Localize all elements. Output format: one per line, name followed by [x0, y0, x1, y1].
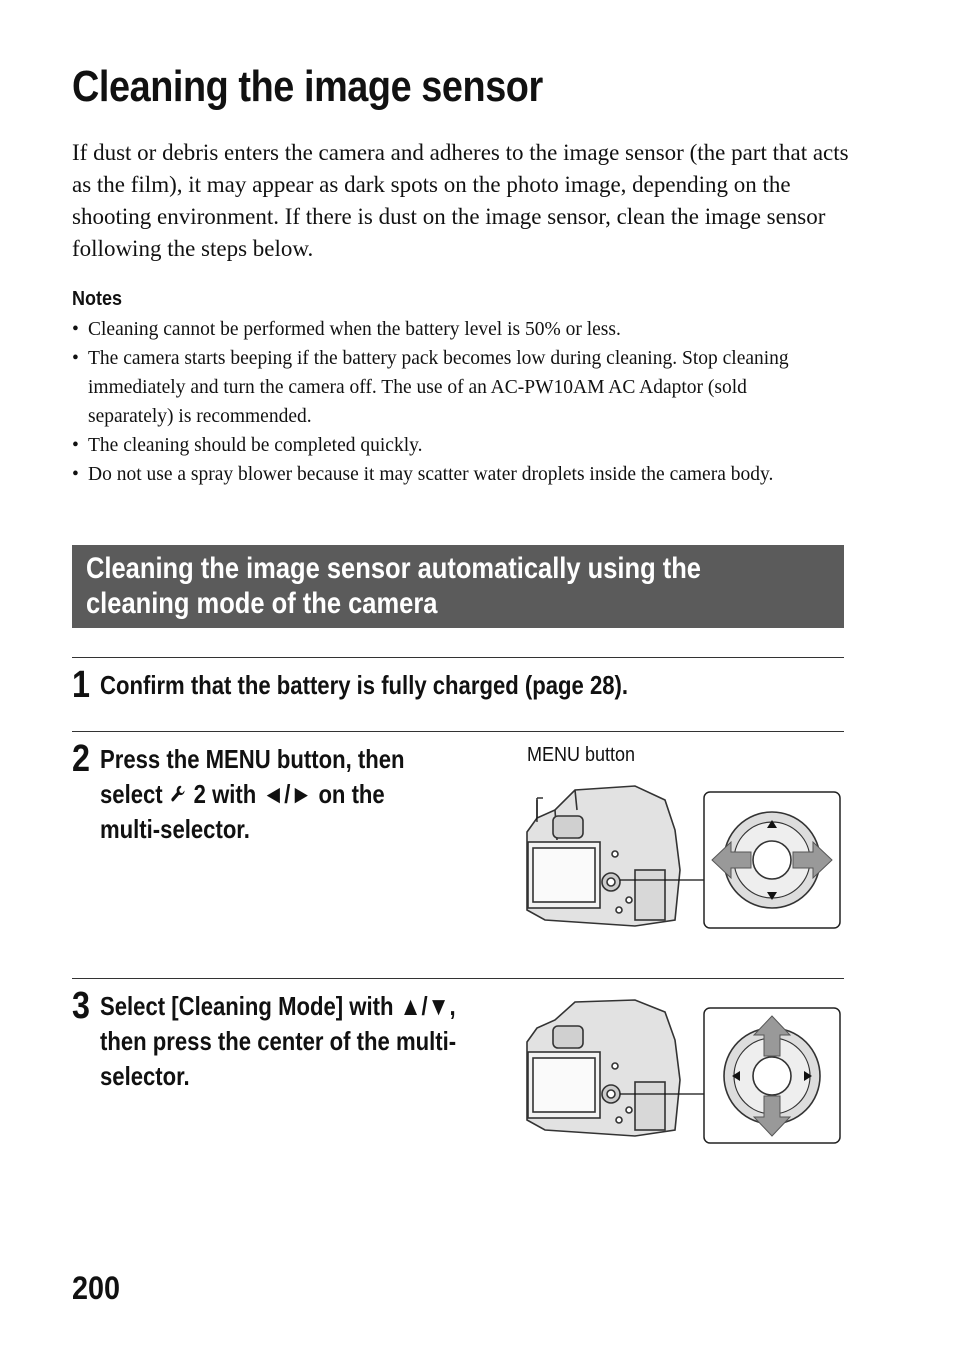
note-item	[72, 431, 832, 460]
camera-back-icon	[527, 786, 680, 926]
page-title: Cleaning the image sensor	[72, 62, 543, 111]
step-number: 1	[72, 664, 90, 706]
wrench-icon	[169, 783, 188, 805]
divider	[72, 978, 844, 979]
step-number: 2	[72, 738, 90, 780]
step-text-line: Select [Cleaning Mode] with ▲/▼,	[100, 991, 456, 1021]
step-text: Confirm that the battery is fully charged (page 28).	[100, 670, 629, 700]
camera-back-illustration	[515, 770, 845, 940]
section-heading-band	[72, 545, 844, 628]
section-heading-line: cleaning mode of the camera	[86, 587, 438, 620]
step-text-line: multi-selector.	[100, 814, 250, 844]
bullet-icon: •	[72, 464, 79, 485]
camera-back-icon	[527, 1000, 680, 1136]
step-number: 3	[72, 985, 90, 1027]
note-item	[72, 315, 832, 344]
notes-list	[72, 315, 832, 489]
bullet-icon: •	[72, 435, 79, 456]
notes-heading: Notes	[72, 288, 123, 310]
divider	[72, 657, 844, 658]
step-text-line: selector.	[100, 1061, 190, 1091]
step-text-line: then press the center of the multi-	[100, 1026, 457, 1056]
note-text: Cleaning cannot be performed when the battery level is 50% or less.	[88, 319, 621, 340]
page-number: 200	[72, 1270, 121, 1306]
step-text	[100, 989, 456, 1094]
section-heading-line: Cleaning the image sensor automatically using the	[86, 552, 701, 585]
step-text-line: 2 with ◄/► on the	[187, 779, 385, 809]
note-text: The camera starts beeping if the battery pack becomes low during cleaning. Stop cleaning immediately and turn the camera off. The use of an AC-PW10AM AC Adaptor (sold separately) is recommended.	[88, 348, 789, 427]
section-heading	[86, 551, 834, 621]
bullet-icon: •	[72, 319, 79, 340]
divider	[72, 731, 844, 732]
note-item	[72, 344, 832, 431]
intro-paragraph: If dust or debris enters the camera and adheres to the image sensor (the part that acts as the film), it may appear as dark spots on the photo image, depending on the shooting environment. If there is dust on the image sensor, clean the image sensor following the steps below.	[72, 140, 849, 261]
note-text: The cleaning should be completed quickly.	[88, 435, 423, 456]
step-text	[100, 742, 405, 847]
bullet-icon: •	[72, 348, 79, 369]
note-item	[72, 460, 832, 489]
step-text-line: select	[100, 779, 169, 809]
camera-back-illustration	[515, 990, 845, 1150]
step-text-line: Press the MENU button, then	[100, 744, 405, 774]
note-text: Do not use a spray blower because it may scatter water droplets inside the camera body.	[88, 464, 774, 485]
menu-button-caption: MENU button	[527, 744, 636, 766]
